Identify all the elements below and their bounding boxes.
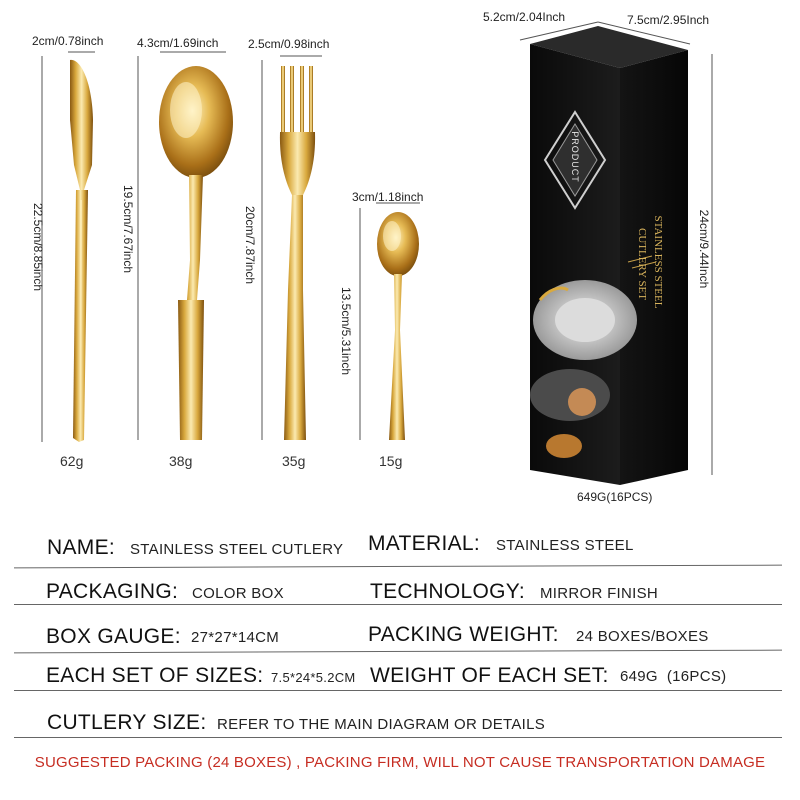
packing-note: SUGGESTED PACKING (24 BOXES) , PACKING FIRM, WILL NOT CAUSE TRANSPORTATION DAMAGE [34, 754, 766, 771]
box-depth-label: 5.2cm/2.04Inch [483, 10, 566, 24]
cutlery-size-label: CUTLERY SIZE: [47, 711, 207, 734]
divider-4 [14, 690, 782, 691]
box-gauge-label: BOX GAUGE: [46, 625, 181, 648]
fork-width-label: 2.5cm/0.98inch [248, 37, 330, 51]
set-sizes-value: 7.5*24*5.2CM [271, 670, 356, 685]
gift-box-graphic [530, 26, 688, 485]
knife-length-label: 22.5cm/8.85inch [31, 202, 45, 292]
technology-label: TECHNOLOGY: [370, 580, 525, 603]
knife-graphic [70, 60, 93, 442]
divider-2 [14, 604, 782, 605]
box-width-label: 7.5cm/2.95Inch [627, 13, 710, 27]
fork-graphic [280, 66, 315, 440]
box-title-line1: STAINLESS STEEL [652, 215, 664, 309]
teaspoon-graphic [377, 212, 419, 440]
material-value: STAINLESS STEEL [496, 537, 634, 554]
spoon-weight: 38g [169, 453, 193, 469]
packing-weight-value: 24 BOXES/BOXES [576, 628, 709, 645]
packaging-label: PACKAGING: [46, 580, 179, 603]
technology-value: MIRROR FINISH [540, 585, 659, 602]
name-value: STAINLESS STEEL CUTLERY [130, 541, 344, 558]
teaspoon-length-label: 13.5cm/5.31inch [339, 286, 353, 376]
spoon-width-label: 4.3cm/1.69inch [137, 36, 219, 50]
box-height-label: 24cm/9.44Inch [697, 209, 711, 289]
knife-width-label: 2cm/0.78inch [32, 34, 104, 48]
teaspoon-weight: 15g [379, 453, 403, 469]
box-badge-text: PRODUCT [570, 131, 580, 183]
packaging-value: COLOR BOX [192, 585, 284, 602]
set-weight-value: 649G (16PCS) [620, 668, 727, 685]
packing-weight-label: PACKING WEIGHT: [368, 623, 559, 646]
divider-5 [14, 737, 782, 738]
set-weight-label: WEIGHT OF EACH SET: [370, 664, 609, 687]
cutlery-size-value: REFER TO THE MAIN DIAGRAM OR DETAILS [217, 716, 546, 733]
divider-3 [14, 650, 782, 654]
box-gauge-value: 27*27*14CM [191, 629, 280, 646]
box-weight: 649G(16PCS) [577, 490, 653, 504]
divider-1 [14, 565, 782, 569]
spoon-length-label: 19.5cm/7.67inch [121, 184, 135, 274]
fork-length-label: 20cm/7.87inch [243, 205, 257, 285]
knife-weight: 62g [60, 453, 84, 469]
spoon-graphic [159, 66, 233, 440]
teaspoon-width-label: 3cm/1.18inch [352, 190, 424, 204]
name-label: NAME: [47, 536, 116, 559]
fork-weight: 35g [282, 453, 306, 469]
set-sizes-label: EACH SET OF SIZES: [46, 664, 264, 687]
box-title-line2: CUTLERY SET [636, 227, 648, 300]
material-label: MATERIAL: [368, 532, 480, 555]
